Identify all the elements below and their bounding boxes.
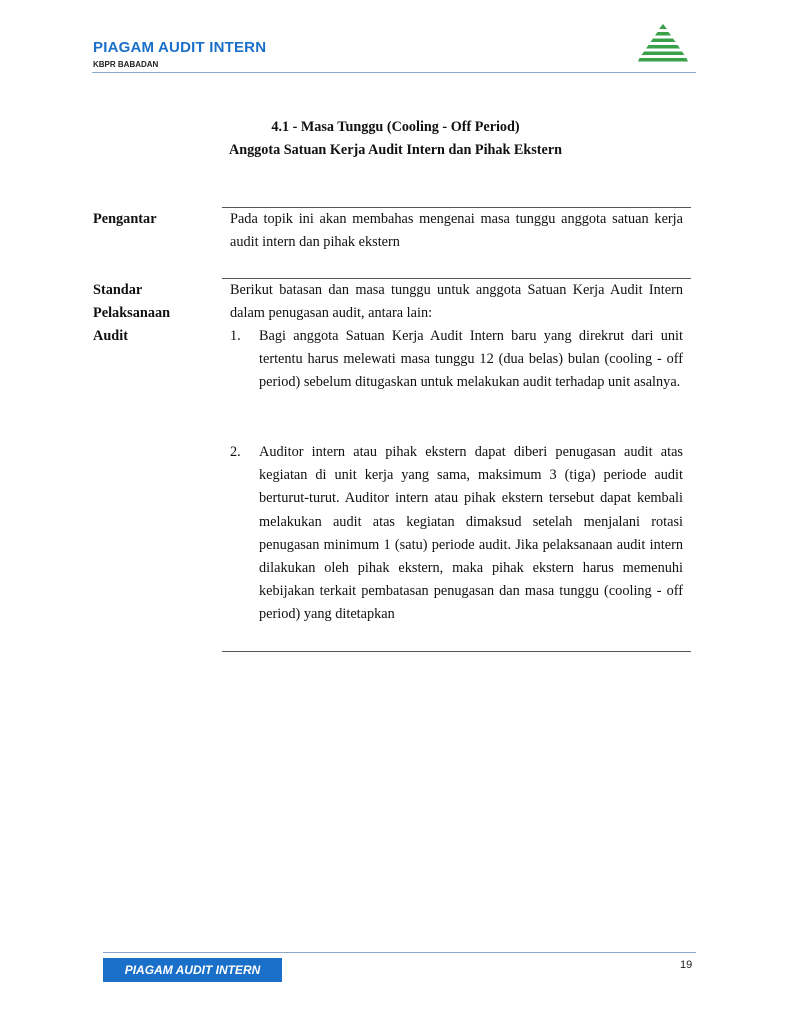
label-audit: Audit xyxy=(93,328,128,344)
label-pengantar: Pengantar xyxy=(93,211,157,227)
list-item-number: 1. xyxy=(230,328,241,344)
label-pelaksanaan: Pelaksanaan xyxy=(93,305,171,321)
footer-divider xyxy=(103,952,696,953)
table-bottom-divider xyxy=(222,651,691,652)
list-item xyxy=(230,441,683,627)
green-triangle-logo-icon xyxy=(638,22,688,64)
page-number: 19 xyxy=(680,959,693,971)
footer-badge: PIAGAM AUDIT INTERN xyxy=(103,958,282,982)
document-header-title: PIAGAM AUDIT INTERN xyxy=(93,39,267,56)
section-title: 4.1 - Masa Tunggu (Cooling - Off Period) xyxy=(271,119,520,135)
list-item-text: Bagi anggota Satuan Kerja Audit Intern baru yang direkrut dari unit tertentu harus melewati masa tunggu 12 (dua belas) bulan (cooling - off period) sebelum ditugaskan untuk melakukan audit terhadap unit asalnya. xyxy=(259,328,683,391)
section-subtitle: Anggota Satuan Kerja Audit Intern dan Pihak Ekstern xyxy=(228,142,563,158)
header-divider xyxy=(92,72,696,73)
list-item-number: 2. xyxy=(230,444,241,460)
list-item-text: Auditor intern atau pihak ekstern dapat diberi penugasan audit atas kegiatan di unit kerja yang sama, maksimum 3 (tiga) periode audit berturut-turut. Auditor intern atau pihak ekstern tersebut dapat kembali melakukan audit atas kegiatan dimaksud setelah menjalani rotasi penugasan minimum 1 (satu) periode audit. Jika pelaksanaan audit intern dilakukan oleh pihak ekstern, maka pihak ekstern harus memenuhi kebijakan terkait pembatasan penugasan dan masa tunggu (cooling - off period) yang ditetapkan xyxy=(259,444,683,623)
pengantar-text: Pada topik ini akan membahas mengenai masa tunggu anggota satuan kerja audit intern dan pihak ekstern xyxy=(230,211,683,251)
standar-intro-text: Berikut batasan dan masa tunggu untuk anggota Satuan Kerja Audit Intern dalam penugasan audit, antara lain: xyxy=(230,282,683,322)
label-standar: Standar xyxy=(93,282,143,298)
list-item xyxy=(230,325,683,395)
document-header-subtitle: KBPR BABADAN xyxy=(93,60,159,69)
